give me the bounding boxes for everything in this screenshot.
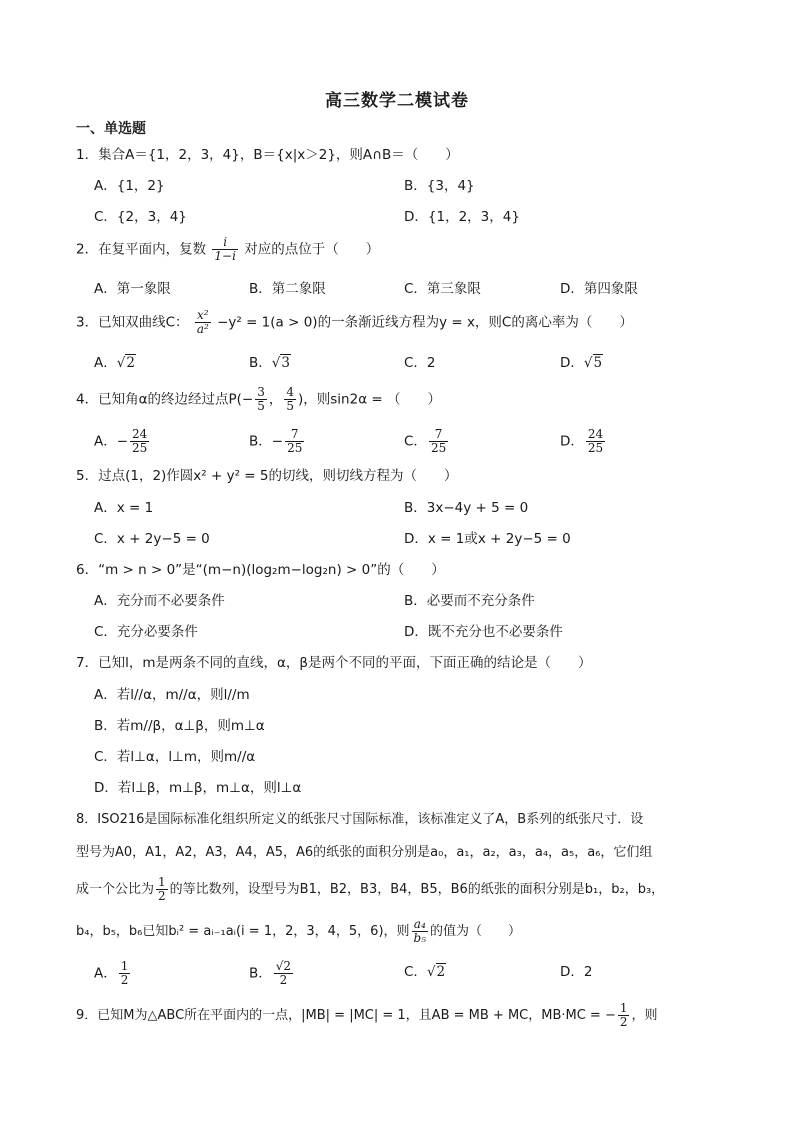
section-heading: 一、单选题 [76, 121, 146, 137]
q4-a-fraction [130, 428, 149, 455]
q4-b-fraction [285, 428, 304, 455]
sqrt-sign: √2 [116, 355, 135, 371]
q4-option-c [404, 428, 450, 455]
q1-option-d: D．{1，2，3，4} [404, 209, 520, 225]
q5-option-c: C．x + 2y−5 = 0 [94, 531, 210, 547]
q9-stem-post: ，则 [631, 1008, 658, 1023]
q1-option-c: C．{2，3，4} [94, 209, 187, 225]
q2-fraction [212, 236, 238, 263]
question-6-stem: 6．“m > n > 0”是“(m−n)(log₂m−log₂n) > 0”的（ ） [76, 562, 445, 578]
q4-frac2-den: 5 [286, 399, 294, 413]
q8-ratio-den: 2 [158, 889, 166, 903]
page-title: 高三数学二模试卷 [325, 91, 469, 111]
q4-option-a [94, 428, 151, 455]
q1-option-b: B．{3，4} [404, 178, 475, 194]
sqrt-sign: √2 [426, 964, 446, 980]
q9-frac-den: 2 [619, 1015, 628, 1029]
q2-frac-num: i [212, 236, 238, 250]
question-9-stem [76, 1002, 726, 1029]
q6-option-c: C．充分必要条件 [94, 624, 198, 640]
question-2-stem [76, 236, 726, 263]
q4-a-label: A．− [94, 433, 129, 450]
q8-b-num: √2 [275, 959, 292, 973]
sqrt-sign: √5 [583, 355, 603, 371]
q8-target-den: b₅ [413, 931, 427, 945]
q1-option-a: A．{1，2} [94, 178, 165, 194]
q4-stem-pre: 4．已知角α的终边经过点P(− [76, 391, 254, 408]
question-8-line-2: 型号为A0，A1，A2，A3，A4，A5，A6的纸张的面积分别是a₀，a₁，a₂，a₃，a₄，a₅，a₆，它们组 [76, 845, 653, 860]
q2-frac-den: 1−i [214, 249, 236, 263]
q8-line3-pre: 成一个公比为 [76, 882, 155, 897]
q8-ratio-fraction [156, 876, 168, 903]
q8-a-label: A． [94, 965, 117, 982]
q4-d-label: D． [560, 433, 584, 450]
q3-d-label: D． [560, 355, 584, 371]
question-5-stem: 5．过点(1，2)作圆x² + y² = 5的切线，则切线方程为（ ） [76, 468, 458, 484]
q5-option-d: D．x = 1或x + 2y−5 = 0 [404, 531, 571, 547]
q4-c-label: C． [404, 433, 427, 450]
q3-a-label: A． [94, 355, 117, 371]
q4-frac2-num: 4 [286, 385, 294, 399]
q3-b-label: B． [249, 355, 272, 371]
q4-option-b [249, 428, 306, 455]
question-8-line-4 [76, 918, 726, 945]
q3-fraction [195, 309, 211, 336]
q4-d-num: 24 [587, 427, 604, 441]
q6-option-b: B．必要而不充分条件 [404, 593, 535, 609]
q3-stem-pre: 3．已知双曲线C： [76, 314, 189, 331]
q4-b-label: B．− [249, 433, 284, 450]
q3-option-b [249, 353, 291, 373]
question-8-line-3 [76, 876, 726, 903]
q3-option-a [94, 353, 136, 373]
q4-b-den: 25 [287, 441, 303, 455]
q2-option-d: D．第四象限 [560, 281, 638, 297]
q8-line4-post: 的值为（ ） [430, 924, 522, 939]
q5-option-b: B．3x−4y + 5 = 0 [404, 500, 529, 516]
q8-option-d: D．2 [560, 964, 593, 980]
q4-d-fraction [586, 428, 605, 455]
q9-fraction [618, 1002, 630, 1029]
q8-a-fraction [119, 960, 131, 987]
q8-ratio-num: 1 [158, 875, 166, 889]
q8-target-fraction [412, 918, 429, 945]
q8-option-a [94, 960, 132, 987]
q9-frac-num: 1 [619, 1001, 628, 1015]
q4-fraction-1 [255, 386, 267, 413]
q4-b-num: 7 [285, 428, 304, 442]
q7-option-c: C．若l⊥α，l⊥m，则m//α [94, 749, 256, 765]
q6-option-d: D．既不充分也不必要条件 [404, 624, 563, 640]
question-4-stem [76, 386, 726, 413]
sqrt-sign: √3 [271, 355, 290, 371]
q8-b-den: 2 [279, 973, 288, 987]
q3-stem-post: −y² = 1(a > 0)的一条渐近线方程为y = x，则C的离心率为（ ） [217, 314, 633, 331]
q4-stem-post: )，则sin2α = （ ） [298, 391, 441, 408]
q3-frac-num: x² [195, 309, 211, 323]
q8-line3-post: 的等比数列，设型号为B1，B2，B3，B4，B5，B6的纸张的面积分别是b₁，b₂，b₃， [169, 882, 665, 897]
q4-a-den: 25 [132, 441, 148, 455]
q4-frac1-num: 3 [257, 385, 265, 399]
question-3-stem [76, 309, 726, 336]
q2-option-a: A．第一象限 [94, 281, 171, 297]
q8-c-label: C． [404, 964, 427, 980]
q7-option-d: D．若l⊥β，m⊥β，m⊥α，则l⊥α [94, 780, 302, 796]
q8-option-c [404, 962, 446, 982]
q2-stem-pre: 2．在复平面内，复数 [76, 241, 207, 258]
q3-option-d [560, 353, 603, 373]
q8-b-fraction [274, 960, 293, 987]
q3-d-radicand: 5 [593, 355, 603, 371]
q8-a-num: 1 [120, 959, 129, 973]
q3-option-c: C．2 [404, 355, 436, 371]
q7-option-b: B．若m//β，α⊥β，则m⊥α [94, 718, 265, 734]
q2-option-c: C．第三象限 [404, 281, 481, 297]
q4-fraction-2 [284, 386, 296, 413]
q4-stem-mid: ， [268, 391, 283, 408]
q4-a-num: 24 [132, 427, 148, 441]
q8-target-num: a₄ [412, 918, 429, 932]
q8-option-b [249, 960, 295, 987]
q7-option-a: A．若l//α，m//α，则l//m [94, 687, 250, 703]
q8-a-den: 2 [120, 973, 129, 987]
q8-line4-pre: b₄，b₅，b₆已知bᵢ² = aᵢ₋₁aᵢ(i = 1，2，3，4，5，6)，则 [76, 924, 410, 939]
q4-d-den: 25 [587, 441, 604, 455]
q3-b-radicand: 3 [281, 355, 290, 371]
q3-a-radicand: 2 [126, 355, 135, 371]
q4-option-d [560, 428, 607, 455]
q8-c-radicand: 2 [436, 964, 446, 980]
q4-c-fraction [429, 428, 448, 455]
q4-c-num: 7 [429, 428, 448, 442]
q2-option-b: B．第二象限 [249, 281, 326, 297]
q9-stem-pre: 9．已知M为△ABC所在平面内的一点，|MB| = |MC| = 1，且AB = MB + MC，MB·MC = − [76, 1008, 616, 1023]
q4-frac1-den: 5 [257, 399, 265, 413]
question-1-stem: 1．集合A＝{1，2，3，4}，B＝{x|x＞2}，则A∩B＝（ ） [76, 147, 459, 163]
q3-frac-den: a² [196, 322, 209, 336]
q2-stem-post: 对应的点位于（ ） [244, 241, 380, 258]
question-7-stem: 7．已知l，m是两条不同的直线，α，β是两个不同的平面，下面正确的结论是（ ） [76, 655, 592, 671]
question-8-line-1: 8．ISO216是国际标准化组织所定义的纸张尺寸国际标准，该标准定义了A，B系列的纸张尺寸．设 [76, 812, 644, 827]
q8-b-label: B． [249, 965, 272, 982]
q5-option-a: A．x = 1 [94, 500, 154, 516]
q4-c-den: 25 [430, 441, 447, 455]
q6-option-a: A．充分而不必要条件 [94, 593, 225, 609]
